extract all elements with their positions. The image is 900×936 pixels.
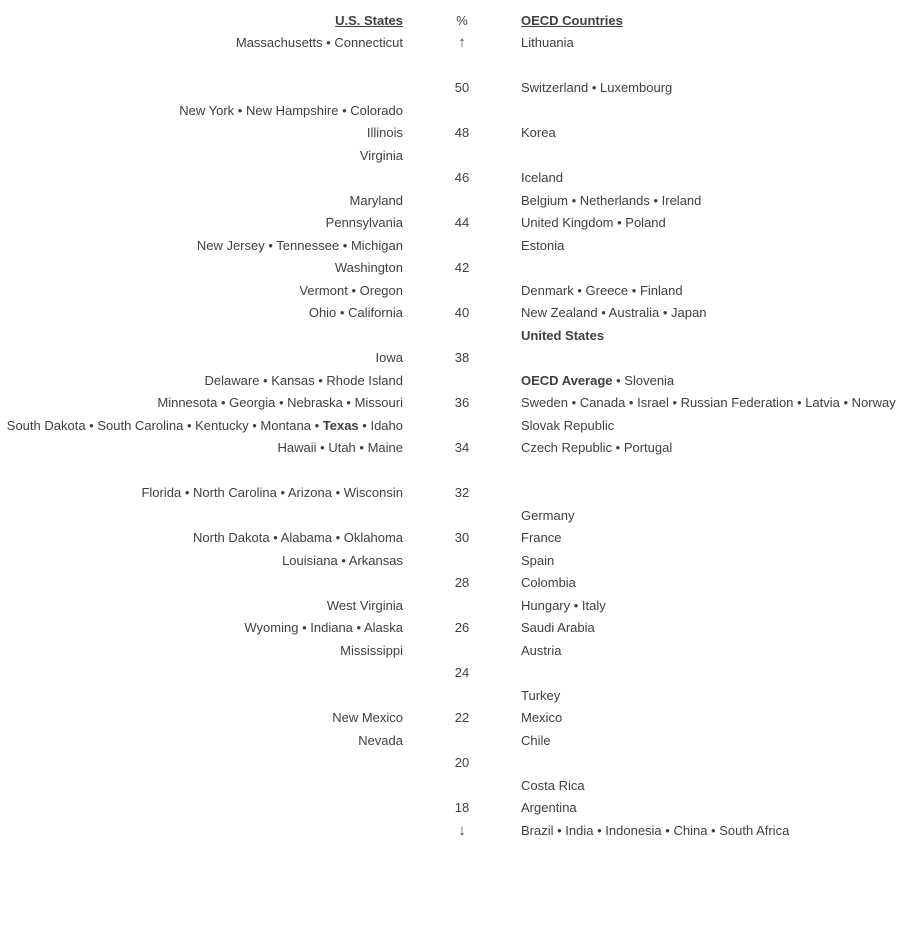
table-row <box>0 685 900 708</box>
us-states-cell <box>299 280 403 303</box>
oecd-countries-cell <box>521 820 789 843</box>
oecd-countries-cell <box>521 730 551 753</box>
country-name: United Kingdom <box>521 215 614 230</box>
bullet-separator: • <box>264 237 277 253</box>
state-name: Illinois <box>366 125 403 140</box>
country-name: Iceland <box>521 170 563 185</box>
table-row <box>0 550 900 573</box>
table-row <box>0 167 900 190</box>
country-name: South Africa <box>719 822 790 838</box>
oecd-countries-cell <box>521 190 701 213</box>
percent-tick: 40 <box>454 305 470 320</box>
table-row <box>0 302 900 325</box>
oecd-countries-cell <box>521 370 674 393</box>
table-row <box>0 280 900 303</box>
bullet-separator: • <box>593 822 606 838</box>
state-name: Delaware <box>204 372 260 388</box>
oecd-countries-cell <box>521 302 706 325</box>
table-row <box>0 572 900 595</box>
bullet-separator: • <box>316 440 329 455</box>
percent-tick: 32 <box>454 485 470 500</box>
oecd-countries-cell <box>521 572 576 595</box>
state-name: Connecticut <box>334 35 403 50</box>
bullet-separator: • <box>597 305 609 320</box>
table-row <box>0 370 900 393</box>
state-name: New Mexico <box>332 710 403 725</box>
state-name: New Jersey <box>196 237 265 253</box>
bullet-separator: • <box>248 417 261 433</box>
state-name: Colorado <box>350 102 403 118</box>
us-states-cell <box>340 640 403 663</box>
bullet-separator: • <box>347 282 360 298</box>
us-states-cell <box>326 212 403 235</box>
state-name: Idaho <box>370 417 403 433</box>
us-states-cell <box>278 437 403 460</box>
percent-tick: 50 <box>454 80 470 95</box>
us-states-cell <box>197 235 403 258</box>
us-states-cell <box>282 550 403 573</box>
us-states-cell <box>141 482 403 505</box>
bullet-separator: • <box>659 305 672 320</box>
country-name: Saudi Arabia <box>521 620 595 635</box>
bullet-separator: • <box>314 372 327 388</box>
table-row <box>0 212 900 235</box>
oecd-countries-cell <box>521 595 606 618</box>
country-name: China <box>673 822 708 838</box>
state-name: Minnesota <box>157 395 218 410</box>
country-name: Australia <box>608 305 660 320</box>
percent-tick: 24 <box>454 665 470 680</box>
table-row <box>0 527 900 550</box>
state-name: Mississippi <box>340 642 403 658</box>
country-name: Sweden <box>521 395 568 410</box>
state-name: Kansas <box>271 372 315 388</box>
bullet-separator: • <box>649 192 662 208</box>
bullet-separator: • <box>310 417 323 433</box>
country-name: Portugal <box>623 440 673 455</box>
us-states-cell <box>205 370 403 393</box>
percent-tick: 46 <box>454 170 470 185</box>
table-row <box>0 145 900 168</box>
state-name: California <box>348 305 403 320</box>
state-name: Arkansas <box>348 552 403 568</box>
bullet-separator: • <box>269 530 281 545</box>
percent-tick: 22 <box>454 710 470 725</box>
state-name: Alaska <box>363 620 403 635</box>
oecd-countries-cell <box>521 640 561 663</box>
us-states-header: U.S. States <box>335 12 403 28</box>
country-name: Chile <box>521 732 551 748</box>
table-row <box>0 460 900 483</box>
bullet-separator: • <box>613 215 626 230</box>
state-name: Montana <box>260 417 311 433</box>
country-name: Colombia <box>521 575 576 590</box>
country-name: Latvia <box>805 395 840 410</box>
state-name: Nebraska <box>287 395 343 410</box>
country-name: Canada <box>579 395 626 410</box>
country-name: Czech Republic <box>521 440 613 455</box>
us-states-cell <box>309 302 403 325</box>
bullet-separator: • <box>358 417 371 433</box>
table-row <box>0 437 900 460</box>
bullet-separator: • <box>342 395 355 410</box>
bullet-separator: • <box>336 305 349 320</box>
state-name: Louisiana <box>282 552 338 568</box>
state-name: South Carolina <box>97 417 184 433</box>
state-name: Washington <box>334 260 403 275</box>
country-name: Mexico <box>521 710 563 725</box>
table-row <box>0 617 900 640</box>
table-row <box>0 730 900 753</box>
oecd-countries-cell <box>521 122 556 145</box>
oecd-countries-cell <box>521 775 585 798</box>
state-name: Nevada <box>358 732 403 748</box>
bullet-separator: • <box>337 552 349 568</box>
bullet-separator: • <box>628 282 640 298</box>
bullet-separator: • <box>276 485 288 500</box>
oecd-countries-cell <box>521 212 666 235</box>
oecd-countries-cell <box>521 685 560 708</box>
state-name: West Virginia <box>326 597 403 613</box>
percent-header: % <box>456 12 468 28</box>
percent-tick: 48 <box>454 125 470 140</box>
percent-tick: 36 <box>454 395 470 410</box>
state-name: Oklahoma <box>343 530 403 545</box>
bullet-separator: • <box>573 282 586 298</box>
country-name: Switzerland <box>521 80 589 95</box>
table-row <box>0 55 900 78</box>
country-name: France <box>521 530 562 545</box>
country-name: Russian Federation <box>680 395 794 410</box>
country-name: Italy <box>581 597 606 613</box>
table-row <box>0 707 900 730</box>
oecd-countries-cell <box>521 505 574 528</box>
bullet-separator: • <box>567 395 580 410</box>
state-name: Texas <box>322 417 359 433</box>
table-row <box>0 257 900 280</box>
table-row <box>0 482 900 505</box>
oecd-countries-cell <box>521 77 672 100</box>
state-name: Michigan <box>350 237 403 253</box>
state-name: Pennsylvania <box>325 215 403 230</box>
state-name: New Hampshire <box>245 102 339 118</box>
country-name: Belgium <box>521 192 568 208</box>
table-row <box>0 392 900 415</box>
oecd-countries-cell <box>521 167 563 190</box>
country-name: Lithuania <box>521 35 574 50</box>
state-name: Georgia <box>229 395 276 410</box>
oecd-countries-cell <box>521 415 614 438</box>
bullet-separator: • <box>183 417 196 433</box>
country-name: Greece <box>585 282 629 298</box>
us-states-cell <box>236 32 403 55</box>
state-name: North Carolina <box>193 485 277 500</box>
country-name: New Zealand <box>521 305 598 320</box>
state-name: South Dakota <box>6 417 86 433</box>
state-name: Maryland <box>349 192 403 208</box>
percent-tick: 18 <box>454 800 470 815</box>
table-row <box>0 235 900 258</box>
us-states-cell <box>193 527 403 550</box>
us-states-cell <box>358 730 403 753</box>
country-name: Austria <box>521 642 562 658</box>
bullet-separator: • <box>331 530 344 545</box>
state-name: Arizona <box>287 485 332 500</box>
bullet-separator: • <box>352 620 364 635</box>
bullet-separator: • <box>567 192 580 208</box>
bullet-separator: • <box>668 395 681 410</box>
oecd-countries-cell <box>521 392 896 415</box>
percent-tick: 44 <box>454 215 470 230</box>
oecd-countries-cell <box>521 235 564 258</box>
country-name: India <box>565 822 594 838</box>
table-row <box>0 100 900 123</box>
state-name: Iowa <box>375 350 403 365</box>
state-name: Virginia <box>359 147 403 163</box>
percent-tick: 26 <box>454 620 470 635</box>
us-states-cell <box>367 122 403 145</box>
state-name: Tennessee <box>276 237 340 253</box>
bullet-separator: • <box>553 822 566 838</box>
state-name: Alabama <box>280 530 332 545</box>
bullet-separator: • <box>839 395 852 410</box>
country-name: Japan <box>671 305 707 320</box>
bullet-separator: • <box>331 485 344 500</box>
bullet-separator: • <box>322 35 335 50</box>
state-name: Florida <box>141 485 182 500</box>
oecd-countries-cell <box>521 617 595 640</box>
state-name: Missouri <box>354 395 403 410</box>
oecd-countries-cell <box>521 325 604 348</box>
percent-tick: 30 <box>454 530 470 545</box>
state-name: North Dakota <box>193 530 270 545</box>
country-name: Hungary <box>521 597 571 613</box>
country-name: Denmark <box>521 282 574 298</box>
country-name: Finland <box>639 282 683 298</box>
bullet-separator: • <box>570 597 582 613</box>
country-name: Turkey <box>521 687 561 703</box>
bullet-separator: • <box>661 822 674 838</box>
percent-tick: 20 <box>454 755 470 770</box>
us-states-cell <box>157 392 403 415</box>
oecd-countries-cell <box>521 280 683 303</box>
bullet-separator: • <box>85 417 98 433</box>
us-states-cell <box>335 257 403 280</box>
country-name: Brazil <box>521 822 554 838</box>
arrow-down-icon: ↓ <box>458 821 466 839</box>
oecd-countries-cell <box>521 707 562 730</box>
table-row <box>0 797 900 820</box>
bullet-separator: • <box>707 822 720 838</box>
arrow-up-icon: ↑ <box>458 34 466 51</box>
country-name: Costa Rica <box>521 777 585 793</box>
state-name: Indiana <box>310 620 353 635</box>
country-name: Netherlands <box>579 192 650 208</box>
bullet-separator: • <box>338 102 351 118</box>
bullet-separator: • <box>217 395 230 410</box>
percent-tick: 28 <box>454 575 470 590</box>
percent-tick: 42 <box>454 260 470 275</box>
state-name: Wisconsin <box>343 485 403 500</box>
bullet-separator: • <box>259 372 272 388</box>
table-row <box>0 415 900 438</box>
table-row <box>0 820 900 843</box>
table-row <box>0 190 900 213</box>
country-name: Slovenia <box>624 372 675 388</box>
country-name: Germany <box>521 507 575 523</box>
us-states-cell <box>376 347 403 370</box>
country-name: Argentina <box>521 800 577 815</box>
bullet-separator: • <box>339 237 351 253</box>
oecd-countries-cell <box>521 527 561 550</box>
us-states-cell <box>332 707 403 730</box>
bullet-separator: • <box>355 440 368 455</box>
country-name: Ireland <box>661 192 702 208</box>
table-row <box>0 325 900 348</box>
state-name: Vermont <box>299 282 348 298</box>
table-row <box>0 752 900 775</box>
bullet-separator: • <box>234 102 246 118</box>
us-states-cell <box>360 145 403 168</box>
country-name: United States <box>521 327 605 343</box>
table-row <box>0 122 900 145</box>
bullet-separator: • <box>588 80 600 95</box>
country-name: Poland <box>625 215 666 230</box>
percent-tick: 38 <box>454 350 470 365</box>
table-row <box>0 505 900 528</box>
table-row <box>0 775 900 798</box>
bullet-separator: • <box>298 620 311 635</box>
country-name: Estonia <box>521 237 565 253</box>
oecd-countries-cell <box>521 32 574 55</box>
table-row <box>0 595 900 618</box>
oecd-countries-header: OECD Countries <box>521 12 623 28</box>
us-states-cell <box>179 100 403 123</box>
state-name: Maine <box>367 440 403 455</box>
table-row <box>0 347 900 370</box>
country-name: Spain <box>521 552 555 568</box>
state-name: New York <box>179 102 235 118</box>
table-row <box>0 32 900 55</box>
us-states-cell <box>327 595 403 618</box>
country-name: Indonesia <box>605 822 662 838</box>
bullet-separator: • <box>625 395 638 410</box>
country-name: OECD Average <box>521 372 613 388</box>
state-name: Wyoming <box>244 620 299 635</box>
country-name: Norway <box>851 395 896 410</box>
bullet-separator: • <box>275 395 288 410</box>
percent-tick: 34 <box>454 440 470 455</box>
bullet-separator: • <box>612 440 624 455</box>
us-states-cell <box>350 190 403 213</box>
state-name: Ohio <box>308 305 337 320</box>
table-row <box>0 662 900 685</box>
oecd-countries-cell <box>521 437 672 460</box>
us-states-cell <box>244 617 403 640</box>
bullet-separator: • <box>612 372 625 388</box>
state-name: Kentucky <box>195 417 249 433</box>
state-name: Massachusetts <box>235 35 323 50</box>
bullet-separator: • <box>793 395 806 410</box>
table-row <box>0 77 900 100</box>
header-row <box>0 10 900 33</box>
state-name: Utah <box>328 440 356 455</box>
country-name: Luxembourg <box>599 80 673 95</box>
state-name: Hawaii <box>277 440 317 455</box>
state-name: Oregon <box>359 282 403 298</box>
country-name: Slovak Republic <box>521 417 615 433</box>
bullet-separator: • <box>181 485 193 500</box>
oecd-countries-cell <box>521 550 554 573</box>
table-row <box>0 640 900 663</box>
oecd-countries-cell <box>521 797 577 820</box>
state-name: Rhode Island <box>326 372 403 388</box>
country-name: Korea <box>521 125 556 140</box>
us-states-cell <box>7 415 403 438</box>
country-name: Israel <box>637 395 669 410</box>
